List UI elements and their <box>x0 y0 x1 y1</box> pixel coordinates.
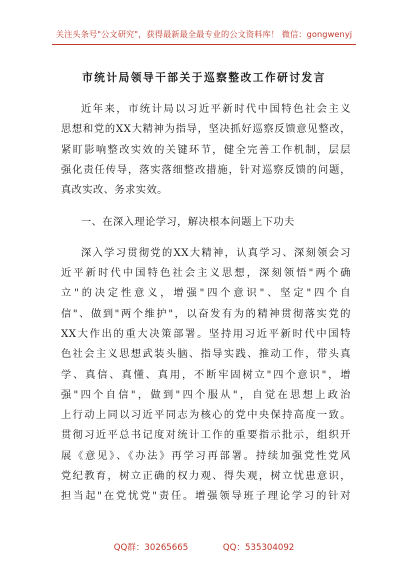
text-line: 紧盯影响整改实效的关键环节，健全完善工作机制，层层 <box>61 144 351 156</box>
text-line: 展《意见》、《办法》再学习再部署。持续加强党性党风 <box>61 450 351 462</box>
document-title: 市统计局领导干部关于巡察整改工作研讨发言 <box>82 72 326 84</box>
header-divider <box>52 44 356 45</box>
text-line: 近年来，市统计局以习近平新时代中国特色社会主义 <box>81 104 351 115</box>
document-body <box>61 100 351 508</box>
text-line: 上行动上同以习近平同志为核心的党中央保持高度一致。 <box>61 410 351 422</box>
text-line: 担当起"在党忧党"责任。增强领导班子理论学习的针对 <box>61 491 351 503</box>
footer-qq-contact: QQ：535304092 <box>222 543 295 553</box>
text-line: 立"的决定性意义，增强"四个意识"、坚定"四个自 <box>61 288 351 300</box>
text-line: 色社会主义思想武装头脑、指导实践、推动工作，带头真 <box>61 349 351 361</box>
text-line: XX大作出的重大决策部署。坚持用习近平新时代中国特 <box>61 328 351 340</box>
header-banner: 关注头条号"公文研究"，获得最新最全最专业的公文资料库！ 微信：gongwenyj <box>55 29 353 39</box>
page-header <box>0 0 408 52</box>
footer-qq-group: QQ群：30265665 <box>113 543 189 553</box>
text-line: 强"四个自信"，做到"四个服从"，自觉在思想上政治 <box>61 389 351 401</box>
text-line: 贯彻习近平总书记度对统计工作的重要指示批示，组织开 <box>61 430 351 442</box>
text-line: 强化责任传导，落实落细整改措施，针对巡察反馈的问题， <box>61 164 351 176</box>
text-line: 学、真信、真懂、真用，不断牢固树立"四个意识"，增 <box>61 369 351 381</box>
text-line: 思想和党的XX大精神为指导，坚决抓好巡察反馈意见整改， <box>61 124 351 136</box>
text-line: 深入学习贯彻党的XX大精神，认真学习、深刻领会习 <box>81 247 351 259</box>
paragraph-intro <box>61 100 351 201</box>
page-footer <box>0 541 408 553</box>
text-line: 信"、做到"两个维护"，以奋发有为的精神贯彻落实党的 <box>61 308 351 320</box>
section-heading: 一、在深入理论学习，解决根本问题上下功夫 <box>81 217 295 229</box>
text-line: 党纪教育，树立正确的权力观、得失观，树立忧患意识， <box>61 471 351 483</box>
text-line: 近平新时代中国特色社会主义思想，深刻领悟"两个确 <box>61 268 351 280</box>
text-line: 真改实改、务求实效。 <box>61 185 168 197</box>
paragraph-study <box>61 244 351 508</box>
